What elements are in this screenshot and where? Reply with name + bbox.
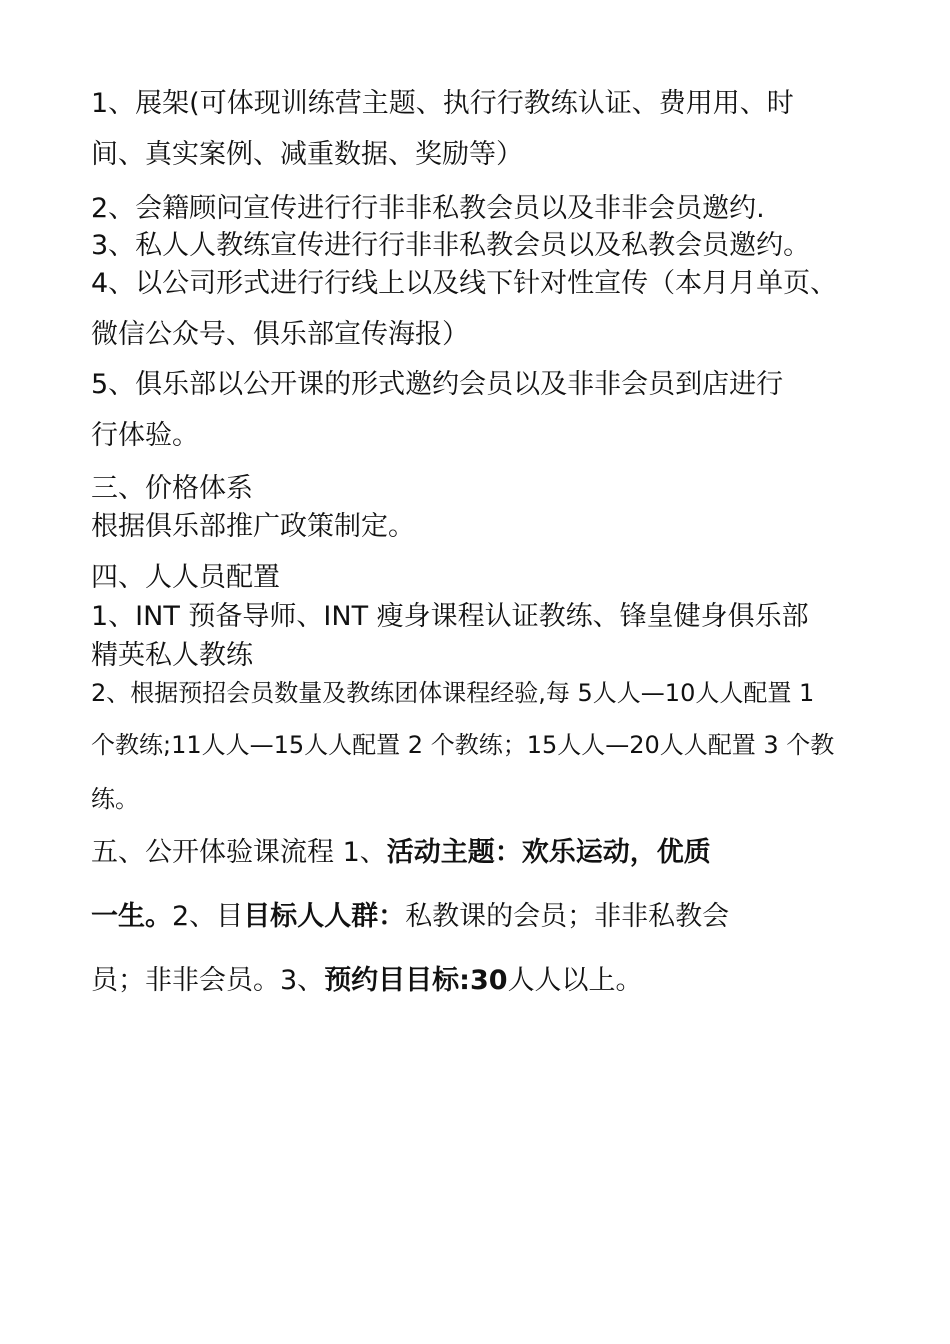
text-run: 私教课的会员；非非私教会	[405, 901, 730, 932]
text-line-14	[91, 676, 814, 710]
heading-open-class-flow	[91, 836, 711, 870]
text-run: 3、私人人教练宣传进行行非非私教会员以及私教会员邀约。	[91, 230, 811, 261]
text-line-6	[91, 318, 469, 352]
heading-staffing	[91, 561, 280, 595]
text-line-2	[91, 138, 523, 172]
heading-price-system	[91, 472, 253, 506]
text-run: 微信公众号、俱乐部宣传海报）	[91, 319, 469, 350]
text-run: 练。	[91, 785, 139, 813]
text-line-12	[91, 600, 809, 634]
text-run: 根据俱乐部推广政策制定。	[91, 511, 415, 542]
text-run: 人人以上。	[507, 965, 643, 996]
text-run: 2、根据预招会员数量及教练团体课程经验,每 5人人—10人人配置 1	[91, 679, 815, 707]
text-line-4	[91, 229, 810, 263]
text-run: 精英私人教练	[91, 640, 253, 671]
text-line-8	[91, 419, 199, 453]
text-run: 间、真实案例、减重数据、奖励等）	[91, 139, 523, 170]
text-line-5	[91, 267, 837, 301]
text-line-7	[91, 368, 783, 402]
text-run-bold: 预约目目标:30	[324, 965, 508, 996]
text-run: 行体验。	[91, 420, 199, 451]
text-run: 1、INT 预备导师、INT 瘦身课程认证教练、锋皇健身俱乐部	[91, 601, 809, 632]
text-run: 三、价格体系	[91, 473, 253, 504]
text-line-18	[91, 900, 729, 934]
text-line-1	[91, 87, 794, 121]
text-run: 四、人人员配置	[91, 562, 280, 593]
text-run-bold: 目标人人群：	[243, 901, 406, 932]
text-run: 个教练;11人人—15人人配置 2 个教练；15人人—20人人配置 3 个教	[91, 731, 835, 759]
text-run: 五、公开体验课流程 1、	[91, 837, 387, 868]
text-line-3	[91, 192, 765, 226]
text-run: 2、会籍顾问宣传进行行非非私教会员以及非非会员邀约.	[91, 193, 765, 224]
text-line-16	[91, 782, 139, 816]
text-line-13	[91, 639, 253, 673]
text-run: 1、展架(可体现训练营主题、执行行教练认证、费用用、时	[91, 88, 794, 119]
text-run: 5、俱乐部以公开课的形式邀约会员以及非非会员到店进行	[91, 369, 784, 400]
text-line-10	[91, 510, 415, 544]
text-run-bold: 活动主题：欢乐运动，优质	[386, 837, 711, 868]
text-run: 4、以公司形式进行行线上以及线下针对性宣传（本月月单页、	[91, 268, 838, 299]
text-line-19	[91, 964, 643, 998]
text-run: 2、目	[172, 901, 244, 932]
text-run-bold: 一生。	[91, 901, 172, 932]
text-line-15	[91, 728, 834, 762]
text-run: 员；非非会员。3、	[91, 965, 325, 996]
